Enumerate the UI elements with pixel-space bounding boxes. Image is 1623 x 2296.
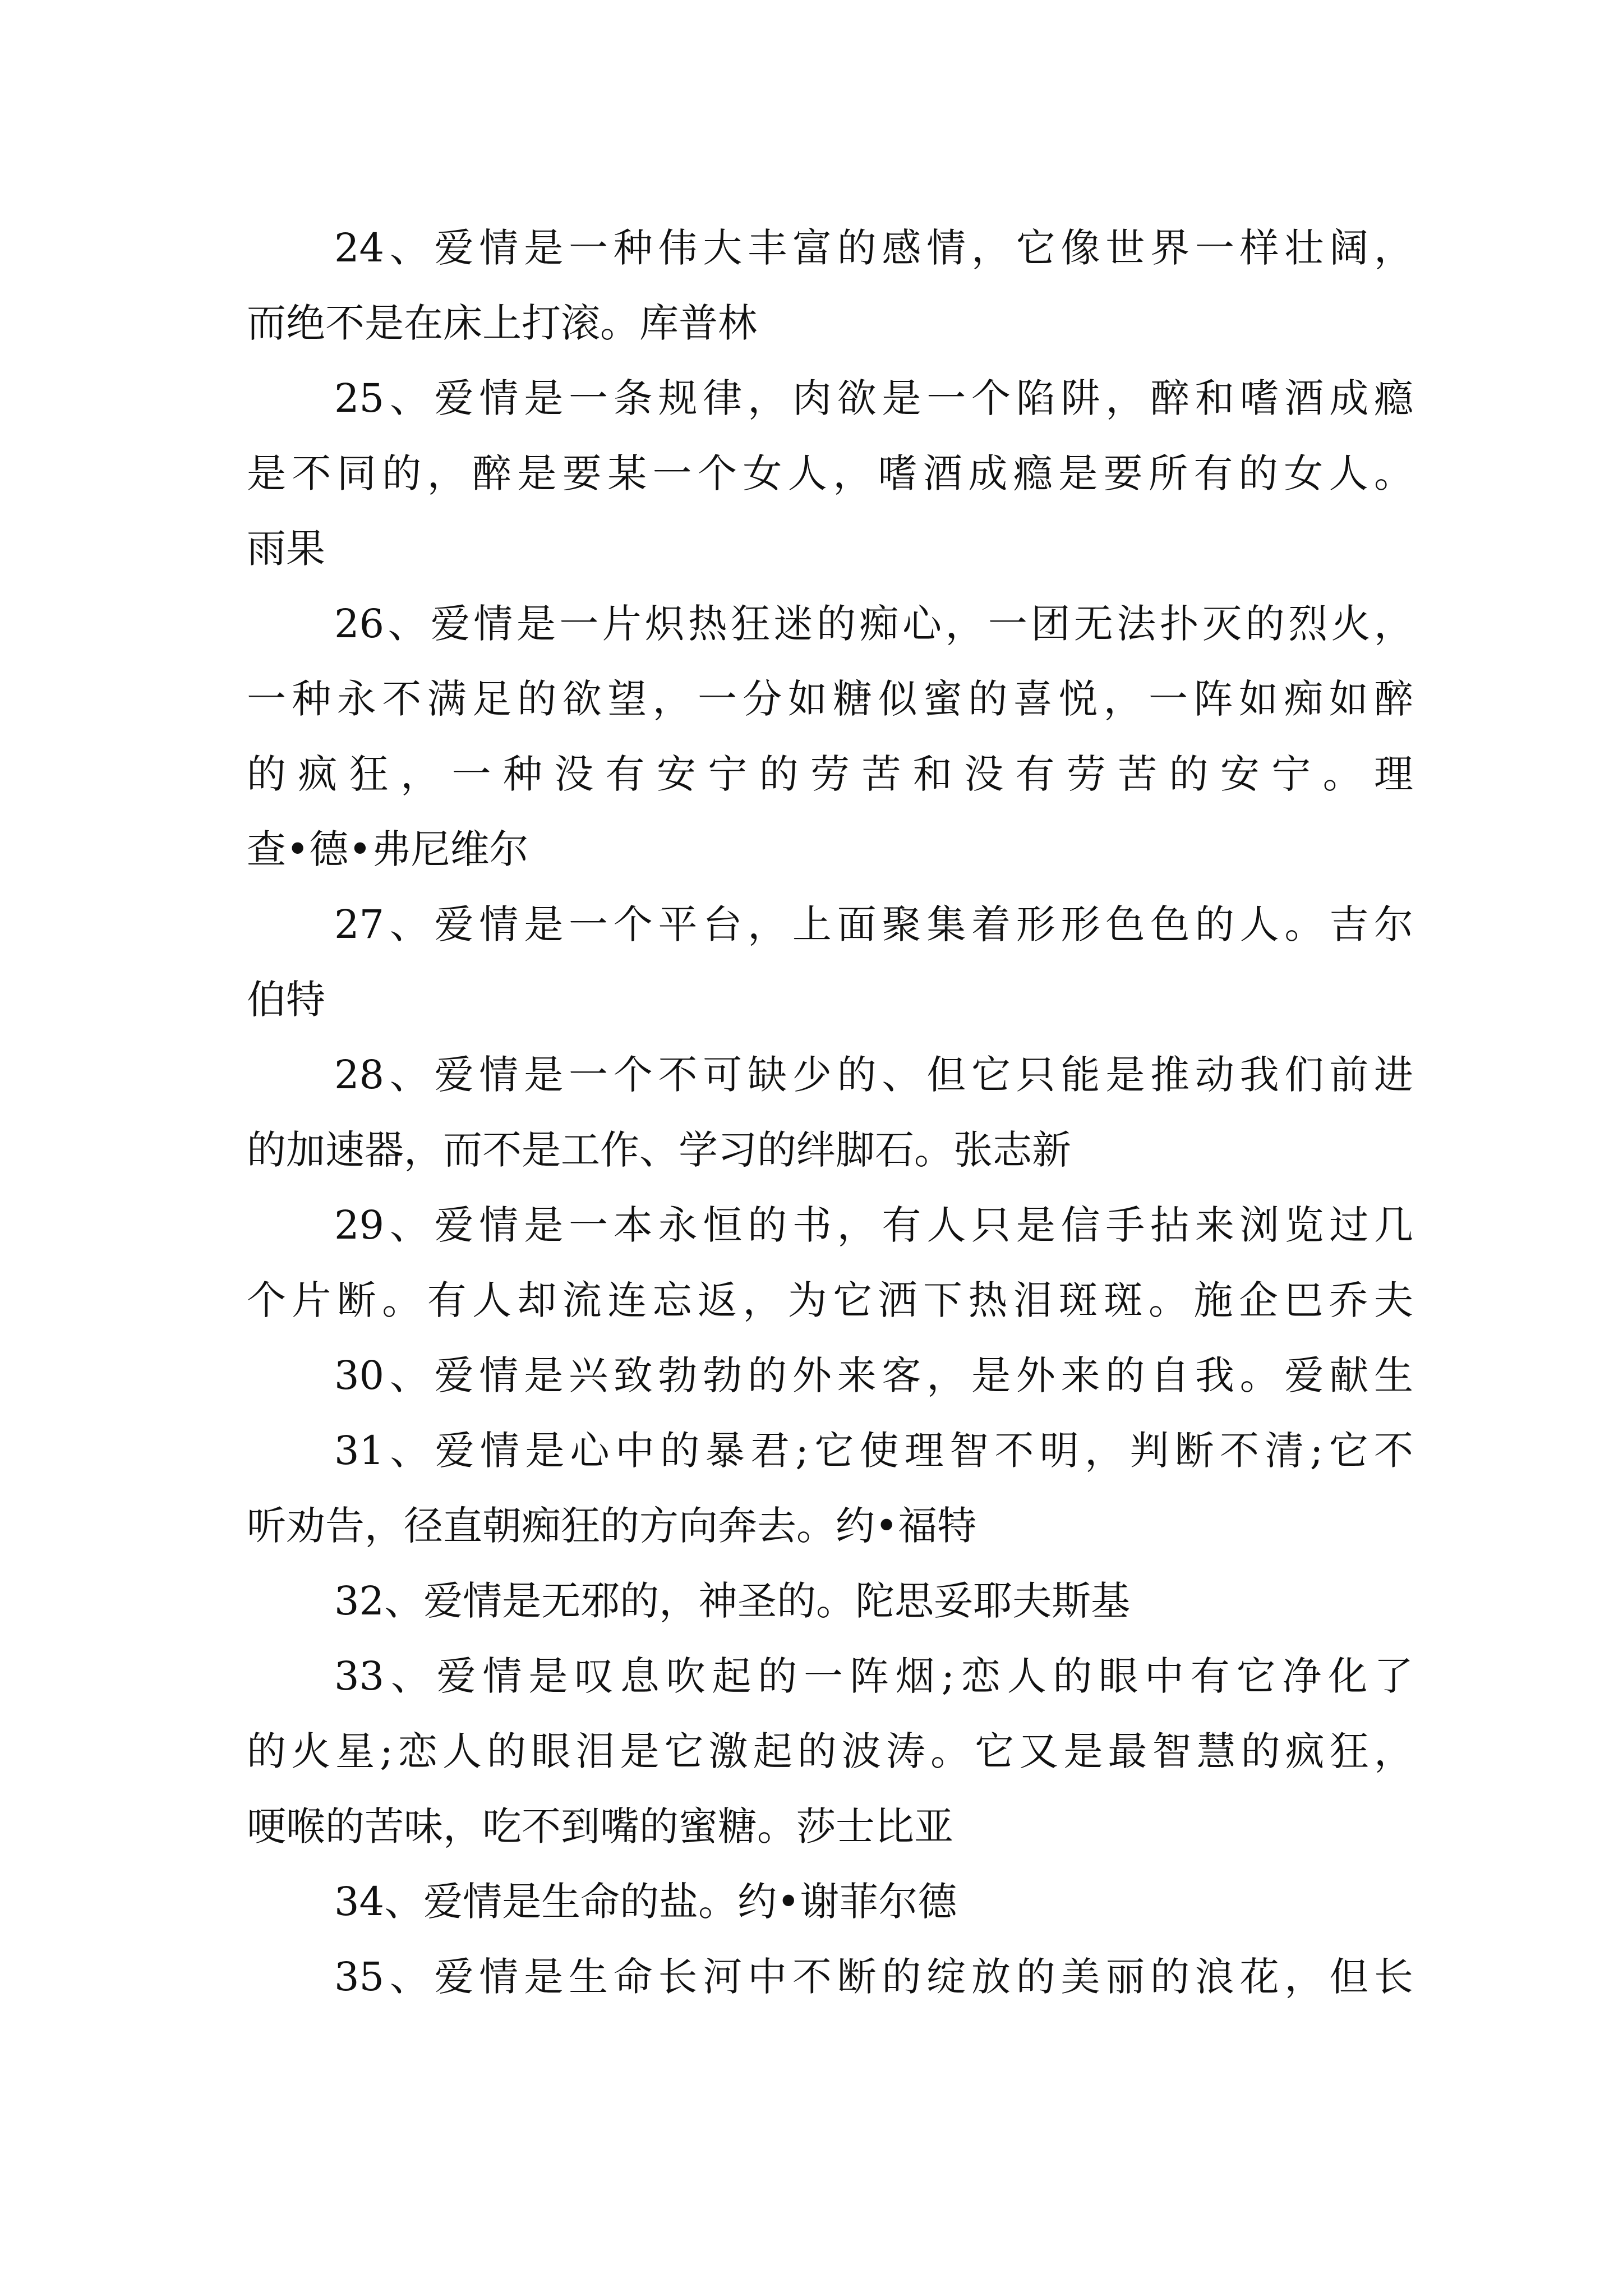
quote-paragraph-24 bbox=[247, 210, 1413, 361]
text-line: 29、爱情是一本永恒的书，有人只是信手拈来浏览过几 bbox=[334, 1202, 1413, 1248]
text-line: 伯特 bbox=[247, 977, 325, 1023]
quote-paragraph-25 bbox=[247, 361, 1413, 586]
text-line: 33、爱情是叹息吹起的一阵烟;恋人的眼中有它净化了 bbox=[334, 1653, 1413, 1699]
text-line: 26、爱情是一片炽热狂迷的痴心，一团无法扑灭的烈火， bbox=[334, 601, 1413, 647]
text-line: 查•德•弗尼维尔 bbox=[247, 826, 529, 872]
text-line: 一种永不满足的欲望，一分如糖似蜜的喜悦，一阵如痴如醉 bbox=[247, 676, 1413, 722]
text-line: 雨果 bbox=[247, 526, 325, 572]
quote-paragraph-27 bbox=[247, 887, 1413, 1037]
quote-paragraph-28 bbox=[247, 1037, 1413, 1188]
text-line: 哽喉的苦味，吃不到嘴的蜜糖。莎士比亚 bbox=[247, 1803, 953, 1849]
quote-paragraph-26 bbox=[247, 586, 1413, 887]
quote-paragraph-32 bbox=[247, 1563, 1413, 1639]
text-line: 的疯狂，一种没有安宁的劳苦和没有劳苦的安宁。理 bbox=[247, 751, 1413, 797]
quote-paragraph-35 bbox=[247, 1939, 1413, 2014]
quote-paragraph-34 bbox=[247, 1864, 1413, 1939]
text-line: 听劝告，径直朝痴狂的方向奔去。约•福特 bbox=[247, 1503, 977, 1549]
quote-paragraph-29 bbox=[247, 1188, 1413, 1338]
text-line: 25、爱情是一条规律，肉欲是一个陷阱，醉和嗜酒成瘾 bbox=[334, 375, 1413, 421]
text-line: 24、爱情是一种伟大丰富的感情，它像世界一样壮阔， bbox=[334, 225, 1413, 271]
text-line: 31、爱情是心中的暴君;它使理智不明，判断不清;它不 bbox=[334, 1428, 1413, 1474]
text-line: 35、爱情是生命长河中不断的绽放的美丽的浪花，但长 bbox=[334, 1954, 1413, 2000]
text-line: 的加速器，而不是工作、学习的绊脚石。张志新 bbox=[247, 1127, 1071, 1173]
document-body bbox=[247, 210, 1413, 2014]
text-line: 是不同的，醉是要某一个女人，嗜酒成瘾是要所有的女人。 bbox=[247, 450, 1413, 496]
text-line: 个片断。有人却流连忘返，为它洒下热泪斑斑。施企巴乔夫 bbox=[247, 1277, 1413, 1323]
text-line: 27、爱情是一个平台，上面聚集着形形色色的人。吉尔 bbox=[334, 901, 1413, 947]
quote-paragraph-30 bbox=[247, 1338, 1413, 1413]
text-line: 34、爱情是生命的盐。约•谢菲尔德 bbox=[334, 1879, 957, 1925]
text-line: 的火星;恋人的眼泪是它激起的波涛。它又是最智慧的疯狂， bbox=[247, 1728, 1413, 1774]
text-line: 28、爱情是一个不可缺少的、但它只能是推动我们前进 bbox=[334, 1052, 1413, 1098]
quote-paragraph-33 bbox=[247, 1639, 1413, 1864]
text-line: 32、爱情是无邪的，神圣的。陀思妥耶夫斯基 bbox=[334, 1578, 1131, 1624]
text-line: 而绝不是在床上打滚。库普林 bbox=[247, 300, 757, 346]
quote-paragraph-31 bbox=[247, 1413, 1413, 1563]
text-line: 30、爱情是兴致勃勃的外来客，是外来的自我。爱献生 bbox=[334, 1352, 1413, 1398]
